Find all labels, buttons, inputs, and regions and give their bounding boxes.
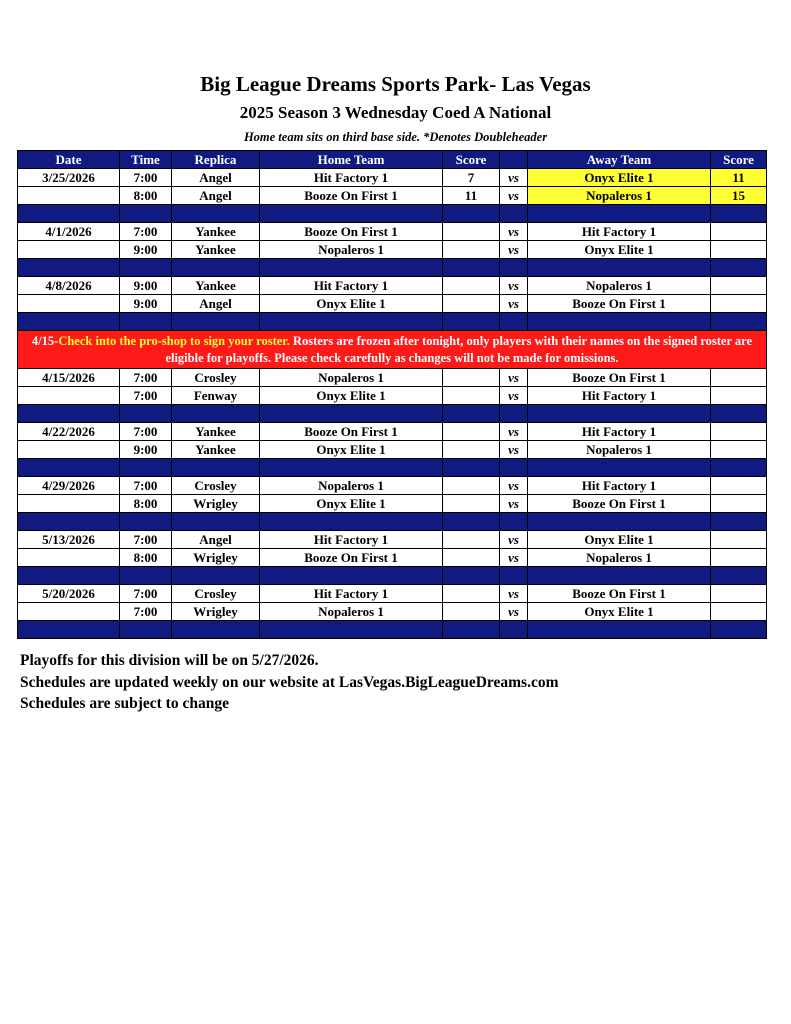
schedule-table [17,150,767,639]
separator-cell [443,205,500,223]
separator-cell [120,459,172,477]
home-score [443,387,500,405]
away-team: Hit Factory 1 [528,423,711,441]
away-score: 15 [711,187,767,205]
vs-label: vs [500,277,528,295]
separator-row [18,313,767,331]
separator-cell [260,405,443,423]
replica-field: Wrigley [172,549,260,567]
separator-cell [172,459,260,477]
home-team: Onyx Elite 1 [260,387,443,405]
separator-cell [500,259,528,277]
home-score: 11 [443,187,500,205]
vs-label: vs [500,295,528,313]
notice-highlight: Check into the pro-shop to sign your roster. [58,333,290,348]
home-team: Booze On First 1 [260,423,443,441]
home-score [443,369,500,387]
home-score [443,477,500,495]
game-date [18,241,120,259]
away-team: Booze On First 1 [528,369,711,387]
separator-cell [18,259,120,277]
replica-field: Crosley [172,477,260,495]
column-header-away-team: Away Team [528,151,711,169]
notice-text: Rosters are frozen after tonight, only players with their names on the signed roster are eligible for playoffs. Please check carefully as changes will not be made for omissions. [165,333,753,365]
separator-cell [528,567,711,585]
separator-cell [443,459,500,477]
table-row [18,585,767,603]
replica-field: Yankee [172,423,260,441]
separator-cell [18,205,120,223]
away-team: Onyx Elite 1 [528,603,711,621]
game-date [18,603,120,621]
away-score [711,369,767,387]
separator-cell [500,513,528,531]
table-row [18,549,767,567]
game-time: 7:00 [120,585,172,603]
home-score [443,241,500,259]
separator-cell [18,567,120,585]
away-team: Nopaleros 1 [528,441,711,459]
separator-cell [528,459,711,477]
replica-field: Crosley [172,369,260,387]
replica-field: Yankee [172,241,260,259]
separator-cell [120,313,172,331]
away-score [711,531,767,549]
game-date [18,387,120,405]
away-score [711,603,767,621]
separator-cell [500,567,528,585]
separator-cell [120,259,172,277]
schedule-note: Home team sits on third base side. *Denotes Doubleheader [243,130,548,144]
away-team: Hit Factory 1 [528,387,711,405]
separator-row [18,621,767,639]
away-team: Onyx Elite 1 [528,169,711,187]
separator-cell [260,259,443,277]
vs-label: vs [500,477,528,495]
table-row [18,495,767,513]
away-team: Booze On First 1 [528,295,711,313]
replica-field: Angel [172,295,260,313]
table-row [18,295,767,313]
column-header-away-score: Score [711,151,767,169]
away-team: Onyx Elite 1 [528,241,711,259]
separator-cell [528,621,711,639]
separator-cell [120,513,172,531]
separator-cell [260,513,443,531]
home-team: Booze On First 1 [260,549,443,567]
page-title: Big League Dreams Sports Park- Las Vegas [200,72,591,96]
game-time: 7:00 [120,169,172,187]
replica-field: Wrigley [172,603,260,621]
separator-cell [172,205,260,223]
separator-cell [500,405,528,423]
game-date: 5/13/2026 [18,531,120,549]
home-score [443,585,500,603]
separator-cell [443,259,500,277]
vs-label: vs [500,169,528,187]
separator-row [18,259,767,277]
separator-row [18,513,767,531]
home-team: Hit Factory 1 [260,531,443,549]
table-row [18,187,767,205]
vs-label: vs [500,187,528,205]
separator-cell [120,405,172,423]
home-score [443,441,500,459]
replica-field: Yankee [172,223,260,241]
game-time: 7:00 [120,477,172,495]
separator-cell [443,313,500,331]
game-date: 4/22/2026 [18,423,120,441]
away-team: Nopaleros 1 [528,277,711,295]
separator-cell [18,313,120,331]
game-time: 9:00 [120,241,172,259]
separator-cell [500,205,528,223]
separator-cell [711,205,767,223]
home-team: Booze On First 1 [260,223,443,241]
away-score [711,223,767,241]
game-time: 7:00 [120,531,172,549]
home-score [443,495,500,513]
game-time: 8:00 [120,549,172,567]
game-date: 4/8/2026 [18,277,120,295]
away-team: Booze On First 1 [528,495,711,513]
replica-field: Wrigley [172,495,260,513]
game-date: 4/1/2026 [18,223,120,241]
table-row [18,369,767,387]
column-header-date: Date [18,151,120,169]
table-row [18,277,767,295]
replica-field: Angel [172,531,260,549]
separator-cell [711,313,767,331]
vs-label: vs [500,603,528,621]
table-header-row [18,151,767,169]
separator-cell [500,459,528,477]
vs-label: vs [500,387,528,405]
vs-label: vs [500,585,528,603]
separator-row [18,405,767,423]
game-date: 4/15/2026 [18,369,120,387]
home-score [443,531,500,549]
replica-field: Crosley [172,585,260,603]
separator-cell [711,459,767,477]
separator-cell [18,513,120,531]
separator-row [18,567,767,585]
separator-cell [443,621,500,639]
column-header-home-score: Score [443,151,500,169]
home-team: Hit Factory 1 [260,277,443,295]
home-score [443,549,500,567]
game-time: 8:00 [120,187,172,205]
separator-cell [528,513,711,531]
vs-label: vs [500,441,528,459]
column-header-home-team: Home Team [260,151,443,169]
game-date [18,295,120,313]
game-time: 7:00 [120,423,172,441]
game-date [18,187,120,205]
home-team: Onyx Elite 1 [260,295,443,313]
game-time: 7:00 [120,603,172,621]
table-row [18,441,767,459]
separator-cell [500,313,528,331]
table-row [18,241,767,259]
home-score [443,603,500,621]
away-score [711,477,767,495]
away-team: Onyx Elite 1 [528,531,711,549]
separator-cell [172,567,260,585]
separator-cell [260,621,443,639]
table-row [18,531,767,549]
separator-cell [500,621,528,639]
separator-cell [172,621,260,639]
away-score [711,585,767,603]
game-date [18,495,120,513]
table-row [18,169,767,187]
away-team: Nopaleros 1 [528,549,711,567]
separator-cell [260,205,443,223]
roster-notice-row [18,331,767,369]
separator-cell [18,459,120,477]
separator-cell [172,313,260,331]
replica-field: Fenway [172,387,260,405]
separator-cell [260,459,443,477]
separator-cell [528,259,711,277]
separator-cell [172,405,260,423]
away-score [711,387,767,405]
playoffs-note: Playoffs for this division will be on 5/27/2026. [20,652,319,669]
vs-label: vs [500,423,528,441]
away-team: Hit Factory 1 [528,477,711,495]
table-row [18,477,767,495]
game-date: 4/29/2026 [18,477,120,495]
away-score: 11 [711,169,767,187]
notice-date: 4/15- [31,333,59,348]
separator-cell [18,621,120,639]
table-row [18,423,767,441]
separator-cell [528,405,711,423]
separator-cell [120,205,172,223]
home-team: Nopaleros 1 [260,477,443,495]
replica-field: Yankee [172,277,260,295]
separator-cell [18,405,120,423]
separator-cell [528,205,711,223]
game-time: 8:00 [120,495,172,513]
home-team: Nopaleros 1 [260,369,443,387]
website-note: Schedules are updated weekly on our website at LasVegas.BigLeagueDreams.com [20,674,559,691]
away-score [711,495,767,513]
game-time: 9:00 [120,295,172,313]
away-score [711,441,767,459]
game-date: 5/20/2026 [18,585,120,603]
change-note: Schedules are subject to change [20,695,229,712]
home-team: Hit Factory 1 [260,169,443,187]
table-row [18,387,767,405]
vs-label: vs [500,549,528,567]
game-time: 9:00 [120,277,172,295]
game-date: 3/25/2026 [18,169,120,187]
column-header-time: Time [120,151,172,169]
home-score [443,223,500,241]
separator-row [18,205,767,223]
separator-cell [443,513,500,531]
schedule-body [18,169,767,639]
away-team: Hit Factory 1 [528,223,711,241]
column-header-vs [500,151,528,169]
home-score [443,277,500,295]
separator-cell [260,567,443,585]
home-score [443,423,500,441]
replica-field: Angel [172,187,260,205]
separator-cell [260,313,443,331]
separator-cell [120,621,172,639]
separator-cell [711,405,767,423]
table-row [18,223,767,241]
separator-cell [711,621,767,639]
separator-cell [528,313,711,331]
vs-label: vs [500,223,528,241]
away-score [711,423,767,441]
separator-cell [172,513,260,531]
home-team: Nopaleros 1 [260,603,443,621]
table-row [18,603,767,621]
replica-field: Angel [172,169,260,187]
separator-cell [172,259,260,277]
home-score: 7 [443,169,500,187]
away-score [711,277,767,295]
game-time: 7:00 [120,369,172,387]
page-subtitle: 2025 Season 3 Wednesday Coed A National [239,103,552,122]
game-time: 7:00 [120,223,172,241]
away-team: Booze On First 1 [528,585,711,603]
separator-cell [711,567,767,585]
separator-row [18,459,767,477]
vs-label: vs [500,241,528,259]
separator-cell [443,567,500,585]
game-date [18,441,120,459]
game-date [18,549,120,567]
home-score [443,295,500,313]
home-team: Hit Factory 1 [260,585,443,603]
home-team: Onyx Elite 1 [260,495,443,513]
vs-label: vs [500,369,528,387]
vs-label: vs [500,495,528,513]
vs-label: vs [500,531,528,549]
away-score [711,549,767,567]
home-team: Booze On First 1 [260,187,443,205]
separator-cell [711,259,767,277]
replica-field: Yankee [172,441,260,459]
separator-cell [711,513,767,531]
game-time: 9:00 [120,441,172,459]
separator-cell [443,405,500,423]
separator-cell [120,567,172,585]
home-team: Nopaleros 1 [260,241,443,259]
game-time: 7:00 [120,387,172,405]
away-score [711,241,767,259]
away-team: Nopaleros 1 [528,187,711,205]
roster-notice [18,331,767,369]
column-header-replica: Replica [172,151,260,169]
home-team: Onyx Elite 1 [260,441,443,459]
away-score [711,295,767,313]
